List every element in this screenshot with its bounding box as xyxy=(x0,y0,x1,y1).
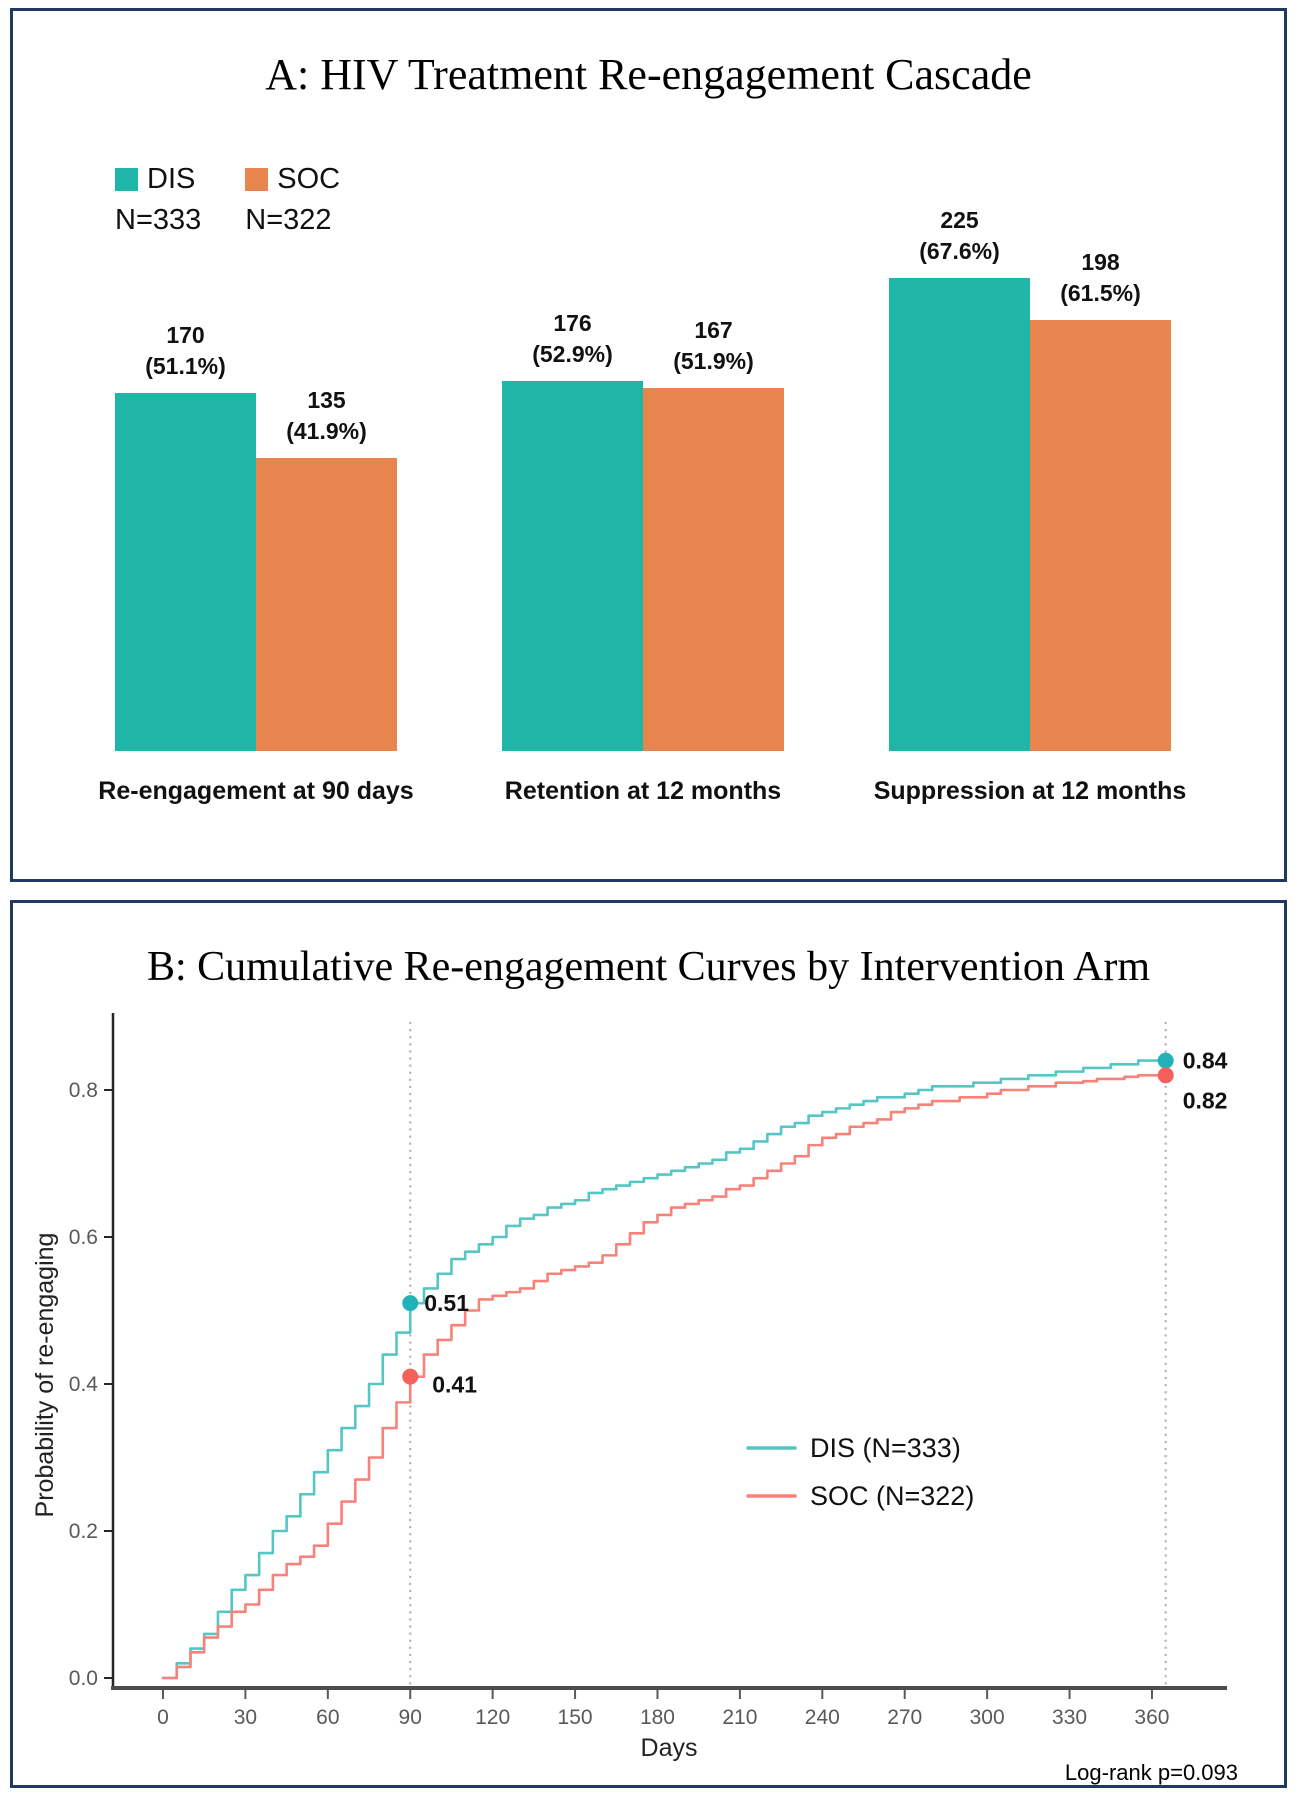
x-tick-330: 330 xyxy=(1052,1706,1088,1729)
x-tick-270: 270 xyxy=(887,1706,923,1729)
bar-soc-2 xyxy=(1030,320,1171,751)
y-tick-0.4: 0.4 xyxy=(68,1373,98,1396)
bar-value-label-soc-1: 167 (51.9%) xyxy=(673,317,754,374)
annotation-dot-0.51 xyxy=(402,1295,418,1311)
legend-text-dis: DIS (N=333) xyxy=(810,1433,961,1463)
panel-a-title: A: HIV Treatment Re-engagement Cascade xyxy=(265,50,1032,99)
curve-dis xyxy=(163,1061,1166,1678)
bar-dis-1 xyxy=(502,381,643,751)
panel-b-title: B: Cumulative Re-engagement Curves by Intervention Arm xyxy=(146,944,1151,990)
bar-value-label-soc-2: 198 (61.5%) xyxy=(1060,249,1141,306)
y-tick-0.2: 0.2 xyxy=(68,1520,98,1543)
legend-text-soc: SOC (N=322) xyxy=(810,1481,975,1511)
soc-label: SOC xyxy=(277,163,341,195)
annotation-label-0.84: 0.84 xyxy=(1182,1047,1228,1074)
x-tick-60: 60 xyxy=(316,1706,340,1729)
bar-value-label-dis-1: 176 (52.9%) xyxy=(532,310,613,367)
x-tick-150: 150 xyxy=(557,1706,593,1729)
annotation-label-0.82: 0.82 xyxy=(1182,1087,1228,1114)
stat-note: Log-rank p=0.093 xyxy=(1064,1760,1238,1785)
soc-n: N=322 xyxy=(245,204,332,236)
x-tick-30: 30 xyxy=(233,1706,258,1729)
x-tick-360: 360 xyxy=(1134,1706,1170,1729)
bar-value-label-dis-2: 225 (67.6%) xyxy=(919,207,1000,264)
y-tick-0: 0.0 xyxy=(68,1667,98,1690)
bar-chart-area xyxy=(13,11,1284,879)
category-label-0: Re-engagement at 90 days xyxy=(98,777,414,805)
bar-value-label-soc-0: 135 (41.9%) xyxy=(286,387,367,444)
bar-soc-1 xyxy=(643,388,784,751)
annotation-label-0.51: 0.51 xyxy=(424,1290,470,1317)
km-curve-plot xyxy=(13,945,1284,1785)
category-label-2: Suppression at 12 months xyxy=(873,777,1187,805)
bar-value-label-dis-0: 170 (51.1%) xyxy=(145,322,226,379)
y-tick-0.8: 0.8 xyxy=(68,1079,98,1102)
y-axis-label: Probability of re-engaging xyxy=(31,1232,59,1518)
x-tick-0: 0 xyxy=(157,1706,169,1729)
annotation-dot-0.41 xyxy=(402,1369,418,1385)
annotation-dot-0.84 xyxy=(1158,1053,1174,1069)
x-tick-120: 120 xyxy=(475,1706,511,1729)
x-tick-210: 210 xyxy=(722,1706,758,1729)
x-tick-300: 300 xyxy=(969,1706,1005,1729)
bar-dis-2 xyxy=(889,278,1030,751)
x-tick-180: 180 xyxy=(639,1706,676,1729)
y-tick-0.6: 0.6 xyxy=(68,1226,98,1249)
panel-b xyxy=(10,900,1287,1788)
dis-label: DIS xyxy=(147,163,196,195)
category-label-1: Retention at 12 months xyxy=(504,777,782,805)
panel-a xyxy=(10,8,1287,882)
curve-soc xyxy=(163,1075,1166,1678)
x-tick-240: 240 xyxy=(804,1706,840,1729)
dis-n: N=333 xyxy=(115,204,202,236)
x-axis-label: Days xyxy=(640,1734,698,1762)
x-tick-90: 90 xyxy=(398,1706,422,1729)
annotation-dot-0.82 xyxy=(1158,1067,1174,1083)
annotation-label-0.41: 0.41 xyxy=(432,1371,478,1398)
bar-soc-0 xyxy=(256,458,397,751)
